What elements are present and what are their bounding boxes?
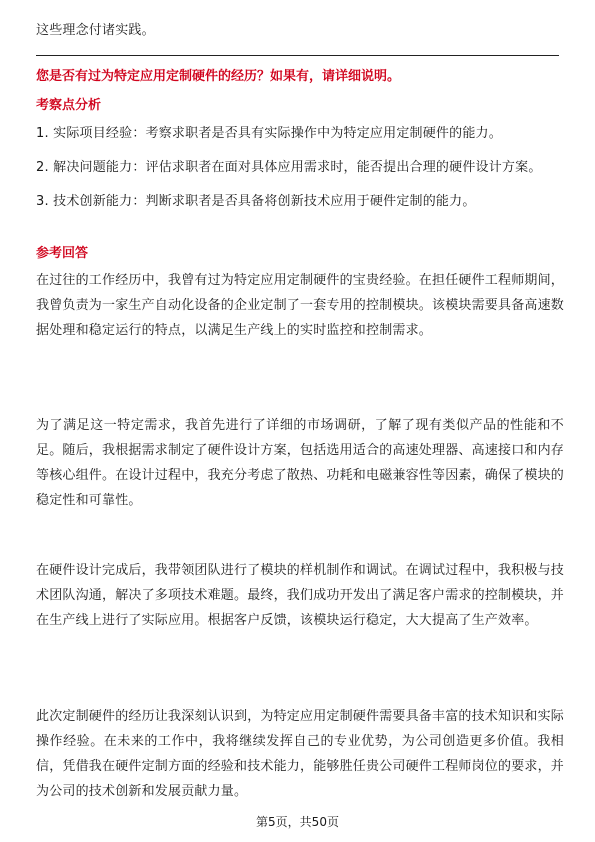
answer-paragraph: 在硬件设计完成后，我带领团队进行了模块的样机制作和调试。在调试过程中，我积极与技术团队沟通，解决了多项技术难题。最终，我们成功开发出了满足客户需求的控制模块，并在生产线上进行了实际应用。根据客户反馈，该模块运行稳定，大大提高了生产效率。 [36, 563, 565, 628]
analysis-item: 1. 实际项目经验：考察求职者是否具有实际操作中为特定应用定制硬件的能力。 [36, 126, 502, 141]
intro-text: 这些理念付诸实践。 [36, 23, 155, 38]
analysis-heading: 考察点分析 [36, 98, 102, 113]
analysis-list [36, 121, 564, 223]
question-title: 您是否有过为特定应用定制硬件的经历？如果有，请详细说明。 [36, 69, 401, 84]
page-number: 第5页，共50页 [256, 815, 339, 829]
analysis-item: 3. 技术创新能力：判断求职者是否具备将创新技术应用于硬件定制的能力。 [36, 194, 476, 209]
answer-paragraph: 此次定制硬件的经历让我深刻认识到，为特定应用定制硬件需要具备丰富的技术知识和实际操作经验。在未来的工作中，我将继续发挥自己的专业优势，为公司创造更多价值。我相信，凭借我在硬件定制方面的经验和技术能力，能够胜任贵公司硬件工程师岗位的要求，并为公司的技术创新和发展贡献力量。 [36, 709, 565, 799]
answer-heading: 参考回答 [36, 246, 89, 261]
section-divider [36, 55, 559, 56]
answer-paragraph: 为了满足这一特定需求，我首先进行了详细的市场调研，了解了现有类似产品的性能和不足。随后，我根据需求制定了硬件设计方案，包括选用适合的高速处理器、高速接口和内存等核心组件。在设计过程中，我充分考虑了散热、功耗和电磁兼容性等因素，确保了模块的稳定性和可靠性。 [36, 418, 565, 508]
answer-paragraph: 在过往的工作经历中，我曾有过为特定应用定制硬件的宝贵经验。在担任硬件工程师期间，我曾负责为一家生产自动化设备的企业定制了一套专用的控制模块。该模块需要具备高速数据处理和稳定运行的特点，以满足生产线上的实时监控和控制需求。 [36, 273, 565, 338]
analysis-item: 2. 解决问题能力：评估求职者在面对具体应用需求时，能否提出合理的硬件设计方案。 [36, 160, 542, 175]
